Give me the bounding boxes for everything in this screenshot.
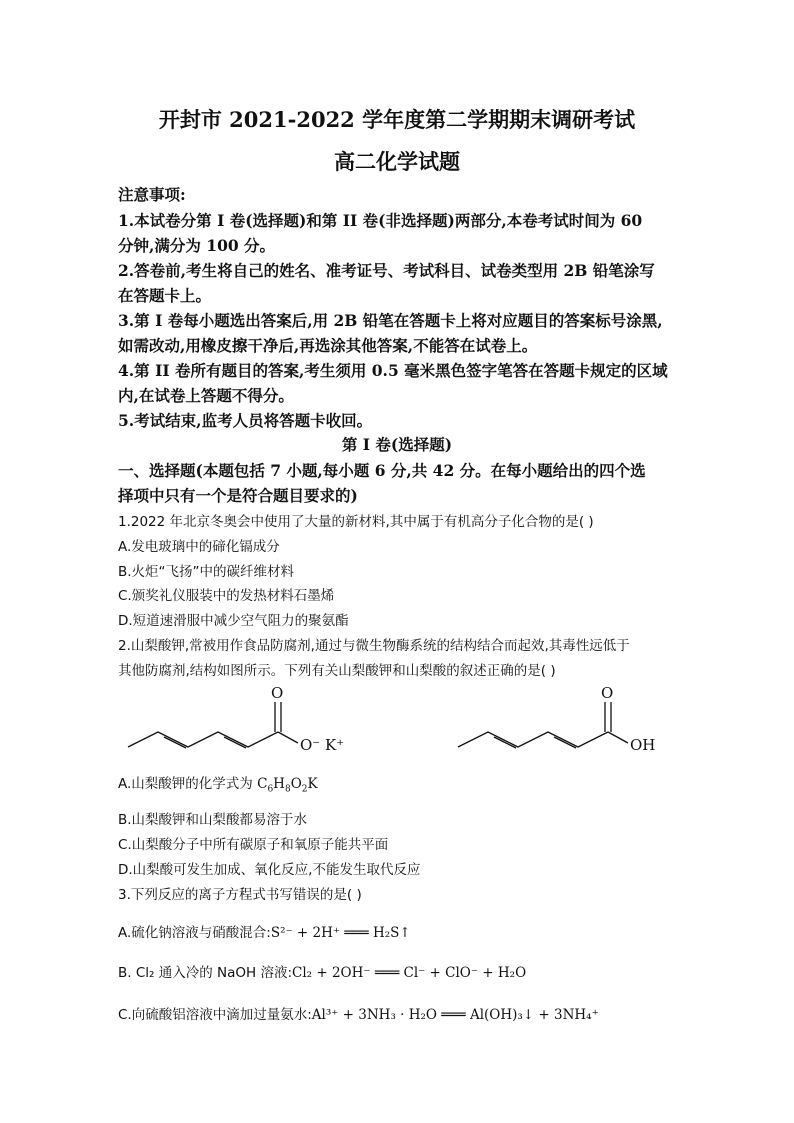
section-intro: 择项中只有一个是符合题目要求的): [118, 486, 358, 505]
carbonyl-oxygen-label: O: [601, 684, 614, 702]
question-1-option-b: B.火炬“飞扬”中的碳纤维材料: [118, 564, 295, 580]
section-intro: 一、选择题(本题包括 7 小题,每小题 6 分,共 42 分。在每小题给出的四个选: [118, 461, 646, 480]
notice-line: 5.考试结束,监考人员将答题卡收回。: [118, 411, 373, 430]
question-1-option-d: D.短道速滑服中减少空气阻力的聚氨酯: [118, 613, 349, 629]
potassium-sorbate-structure: [120, 682, 360, 762]
notice-line: 在答题卡上。: [118, 286, 212, 305]
carbonyl-oxygen-label: O: [271, 684, 284, 702]
question-3-option-b: B. Cl₂ 通入冷的 NaOH 溶液:Cl₂ + 2OH⁻ ═══ Cl⁻ + ClO⁻ + H₂O: [118, 965, 527, 981]
notice-line: 分钟,满分为 100 分。: [118, 236, 276, 255]
question-2-option-d: D.山梨酸可发生加成、氧化反应,不能发生取代反应: [118, 862, 421, 878]
question-1-option-a: A.发电玻璃中的碲化镉成分: [118, 539, 280, 555]
question-2-stem: 其他防腐剂,结构如图所示。下列有关山梨酸钾和山梨酸的叙述正确的是( ): [118, 663, 556, 679]
question-3-option-a: A.硫化钠溶液与硝酸混合:S²⁻ + 2H⁺ ═══ H₂S↑: [118, 925, 411, 941]
notice-line: 内,在试卷上答题不得分。: [118, 386, 294, 405]
sorbic-acid-structure: [450, 682, 680, 762]
section-title: 第 I 卷(选择题): [341, 435, 453, 454]
exam-title: 开封市 2021-2022 学年度第二学期期末调研考试: [158, 107, 636, 132]
carboxylate-salt-label: O⁻ K⁺: [300, 736, 345, 754]
question-2-option-a: A.山梨酸钾的化学式为 $C_6H_8O_2K$: [118, 776, 318, 795]
question-1-stem: 1.2022 年北京冬奥会中使用了大量的新材料,其中属于有机高分子化合物的是( ): [118, 514, 594, 530]
notice-heading: 注意事项:: [118, 185, 186, 204]
hydroxyl-label: OH: [630, 736, 656, 754]
question-3-stem: 3.下列反应的离子方程式书写错误的是( ): [118, 887, 362, 903]
notice-line: 1.本试卷分第 I 卷(选择题)和第 II 卷(非选择题)两部分,本卷考试时间为 60: [118, 211, 643, 230]
notice-line: 4.第 II 卷所有题目的答案,考生须用 0.5 毫米黑色签字笔答在答题卡规定的区域: [118, 361, 668, 380]
question-2-stem: 2.山梨酸钾,常被用作食品防腐剂,通过与微生物酶系统的结构结合而起效,其毒性远低于: [118, 638, 630, 654]
question-2-option-c: C.山梨酸分子中所有碳原子和氧原子能共平面: [118, 837, 389, 853]
question-2-option-b: B.山梨酸钾和山梨酸都易溶于水: [118, 812, 308, 828]
notice-line: 3.第 I 卷每小题选出答案后,用 2B 铅笔在答题卡上将对应题目的答案标号涂黑,: [118, 311, 663, 330]
notice-line: 如需改动,用橡皮擦干净后,再选涂其他答案,不能答在试卷上。: [118, 336, 538, 355]
notice-line: 2.答卷前,考生将自己的姓名、准考证号、考试科目、试卷类型用 2B 铅笔涂写: [118, 261, 655, 280]
question-1-option-c: C.颁奖礼仪服装中的发热材料石墨烯: [118, 588, 335, 604]
exam-subtitle: 高二化学试题: [334, 149, 460, 174]
question-3-option-c: C.向硫酸铝溶液中滴加过量氨水:Al³⁺ + 3NH₃ · H₂O ═══ Al(OH)₃↓ + 3NH₄⁺: [118, 1007, 599, 1023]
